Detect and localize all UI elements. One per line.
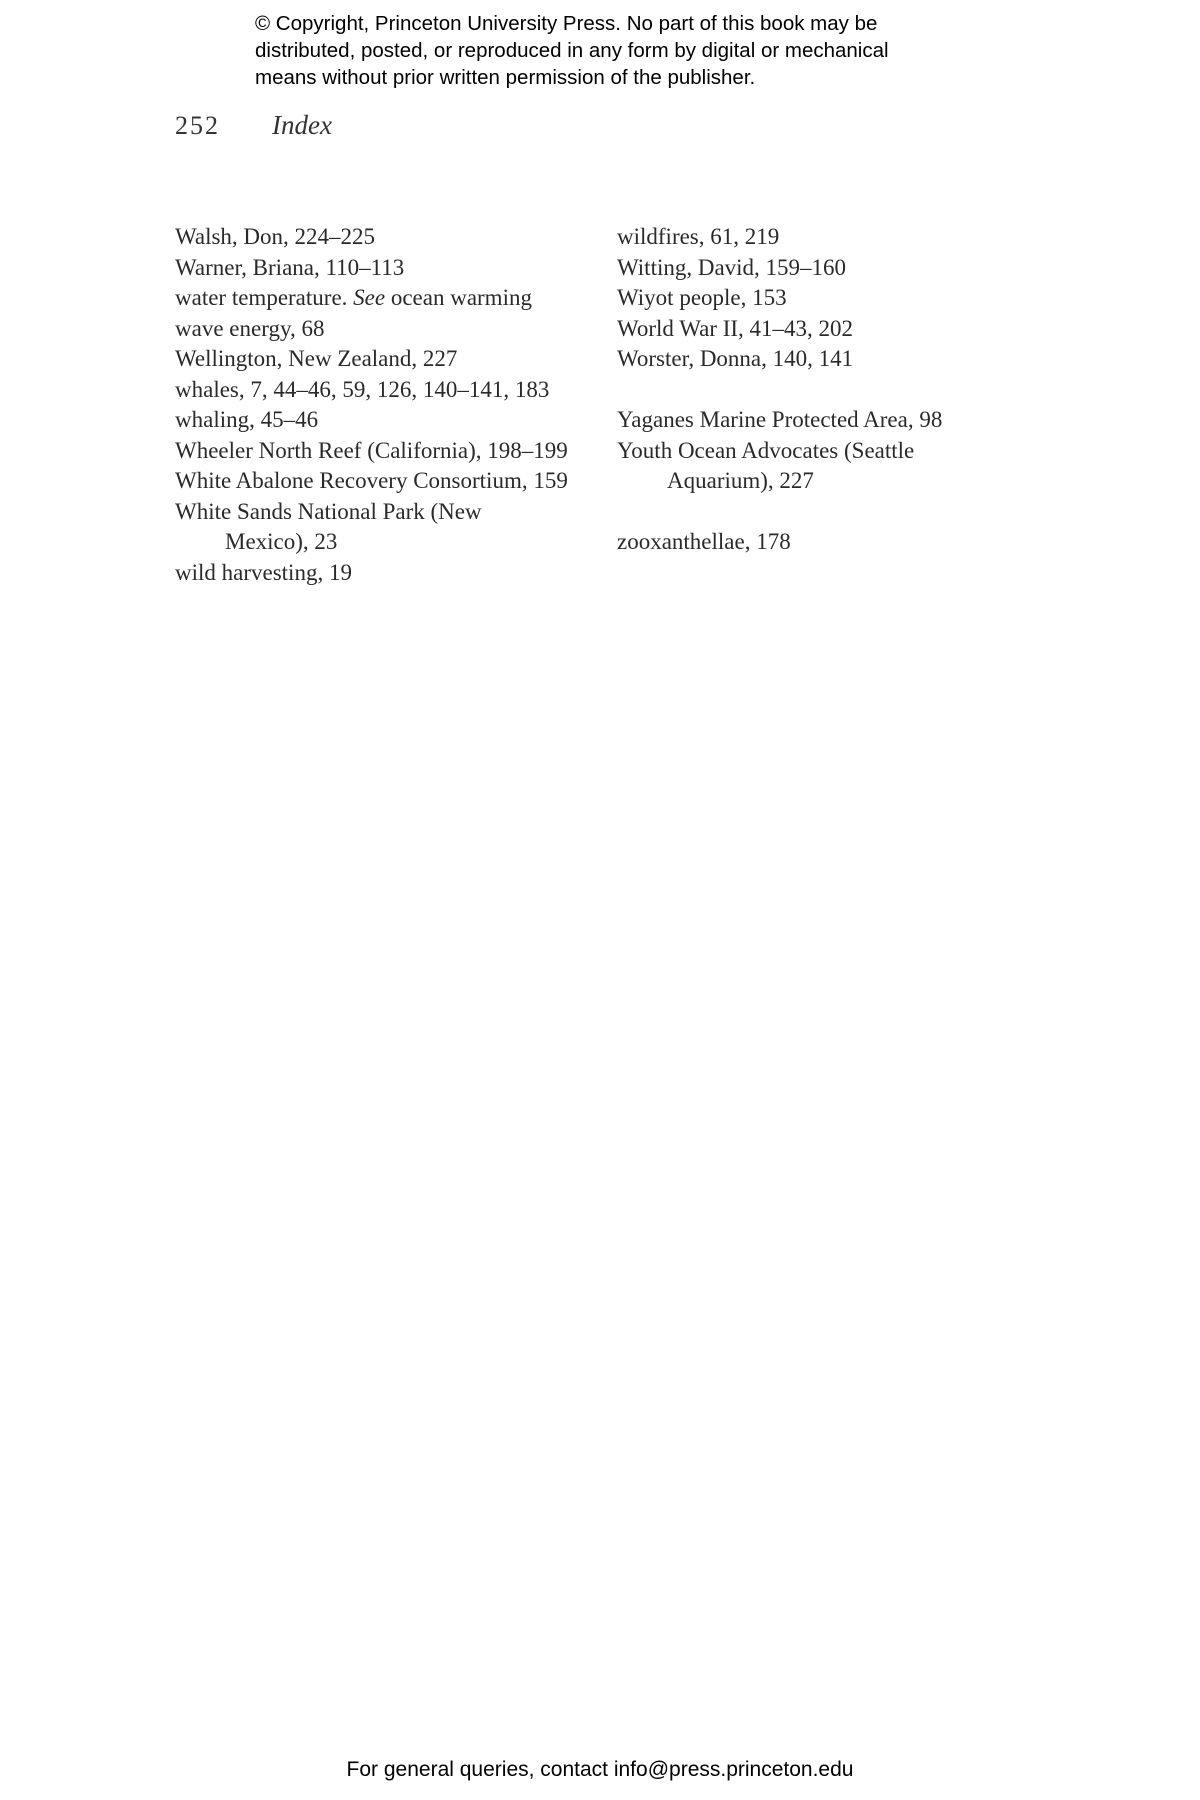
index-entry: wildfires, 61, 219	[617, 224, 780, 249]
index-column-left	[175, 222, 605, 588]
copyright-line: means without prior written permission of the publisher.	[255, 66, 756, 89]
index-entry: whaling, 45–46	[175, 407, 319, 432]
index-entry: whales, 7, 44–46, 59, 126, 140–141, 183	[175, 376, 550, 402]
index-entry: Wellington, New Zealand, 227	[175, 346, 458, 371]
letter-group-gap	[617, 497, 1017, 528]
section-title: Index	[272, 110, 332, 140]
index-entry: Wheeler North Reef (California), 198–199	[175, 437, 568, 463]
index-entry-term: water temperature.	[175, 285, 354, 310]
index-entry: Youth Ocean Advocates (Seattle Aquarium), 227	[617, 437, 915, 493]
footer-contact: For general queries, contact info@press.princeton.edu	[346, 1758, 854, 1781]
index-entry	[175, 283, 605, 314]
index-entry: Warner, Briana, 110–113	[175, 254, 405, 280]
index-entry: zooxanthellae, 178	[617, 529, 791, 554]
index-entry: World War II, 41–43, 202	[617, 315, 854, 341]
page-number: 252	[175, 111, 220, 140]
index-entry: wild harvesting, 19	[175, 559, 352, 585]
index-entry: White Sands National Park (New Mexico), 23	[175, 498, 482, 554]
see-reference-label: See	[353, 285, 386, 310]
copyright-notice	[255, 10, 995, 91]
index-entry: Witting, David, 159–160	[617, 254, 847, 280]
index-column-right	[617, 222, 1017, 558]
index-entry: Yaganes Marine Protected Area, 98	[617, 407, 943, 432]
see-reference-target: ocean warming	[385, 285, 532, 310]
index-entry: Walsh, Don, 224–225	[175, 224, 376, 249]
index-entry: Wiyot people, 153	[617, 285, 787, 310]
index-entry: wave energy, 68	[175, 315, 325, 341]
index-entry: Worster, Donna, 140, 141	[617, 346, 854, 371]
letter-group-gap	[617, 375, 1017, 406]
running-head	[175, 110, 332, 141]
copyright-line: distributed, posted, or reproduced in any form by digital or mechanical	[255, 39, 889, 62]
index-entry: White Abalone Recovery Consortium, 159	[175, 468, 568, 493]
copyright-line: © Copyright, Princeton University Press. No part of this book may be	[255, 12, 878, 35]
